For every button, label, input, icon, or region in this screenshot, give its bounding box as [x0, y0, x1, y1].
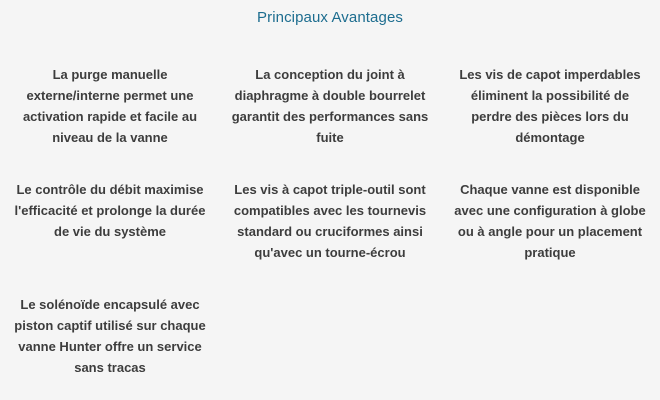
advantage-line: garantit des performances sans: [231, 109, 429, 124]
advantage-line: Chaque vanne est disponible: [460, 182, 640, 197]
advantage-line: démontage: [515, 130, 585, 145]
advantage-line: ou à angle pour un placement: [457, 224, 643, 239]
advantage-line: l'efficacité et prolonge la durée: [14, 203, 206, 218]
advantage-line: piston captif utilisé sur chaque: [14, 318, 206, 333]
advantage-flow-control: [0, 179, 220, 294]
advantage-captive-screws: [440, 64, 660, 179]
advantage-encapsulated-solenoid: [0, 294, 220, 400]
advantage-line: perdre des pièces lors du: [471, 109, 629, 124]
advantage-triple-tool-screws: [220, 179, 440, 294]
advantages-grid: [0, 64, 660, 400]
advantage-diaphragm-seal: [220, 64, 440, 179]
advantage-line: avec une configuration à globe: [454, 203, 646, 218]
advantage-line: Le contrôle du débit maximise: [16, 182, 204, 197]
advantage-line: vanne Hunter offre un service: [18, 339, 202, 354]
advantage-globe-angle-config: [440, 179, 660, 294]
advantage-line: activation rapide et facile au: [22, 109, 198, 124]
advantage-line: diaphragme à double bourrelet: [234, 88, 426, 103]
advantage-line: qu'avec un tourne-écrou: [254, 245, 406, 260]
advantage-line: La conception du joint à: [255, 67, 405, 82]
advantage-line: Les vis à capot triple-outil sont: [234, 182, 426, 197]
advantage-line: pratique: [524, 245, 576, 260]
section-title: Principaux Avantages: [257, 9, 403, 26]
advantage-line: La purge manuelle: [52, 67, 168, 82]
advantage-line: niveau de la vanne: [52, 130, 168, 145]
advantage-line: Le solénoïde encapsulé avec: [20, 297, 200, 312]
advantage-line: Les vis de capot imperdables: [459, 67, 641, 82]
advantage-line: de vie du système: [54, 224, 166, 239]
advantage-manual-bleed: [0, 64, 220, 179]
advantage-line: compatibles avec les tournevis: [233, 203, 427, 218]
advantage-line: sans tracas: [74, 360, 146, 375]
advantage-line: standard ou cruciformes ainsi: [237, 224, 423, 239]
advantage-line: fuite: [316, 130, 344, 145]
advantage-line: externe/interne permet une: [26, 88, 194, 103]
advantage-line: éliminent la possibilité de: [470, 88, 630, 103]
